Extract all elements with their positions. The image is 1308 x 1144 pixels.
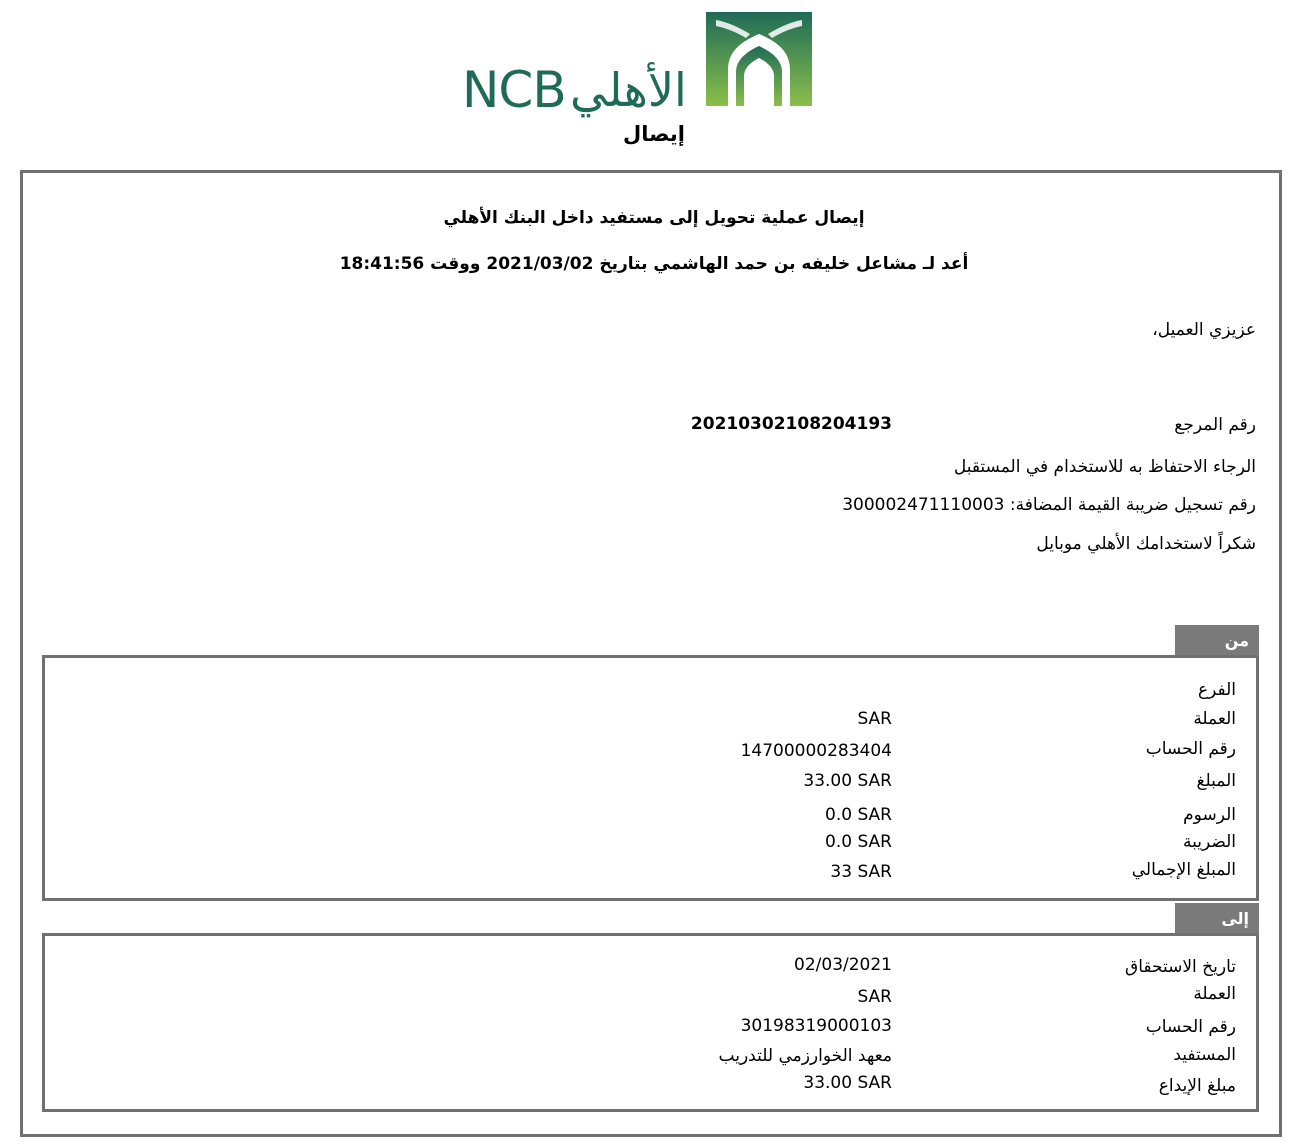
- to-due-date-value: 02/03/2021: [794, 955, 892, 975]
- logo-brand-en: NCB: [462, 61, 566, 119]
- receipt-heading: إيصال عملية تحويل إلى مستفيد داخل البنك الأهلي: [443, 208, 865, 228]
- from-fees-label: الرسوم: [1183, 805, 1236, 825]
- from-currency-label: العملة: [1193, 709, 1236, 729]
- thanks-line: شكراً لاستخدامك الأهلي موبايل: [1036, 534, 1256, 554]
- to-due-date-label: تاريخ الاستحقاق: [1125, 957, 1236, 977]
- from-tax-label: الضريبة: [1182, 832, 1236, 852]
- from-fees-value: 0.0 SAR: [825, 805, 892, 825]
- from-account-value: 14700000283404: [740, 741, 892, 761]
- from-amount-value: 33.00 SAR: [803, 771, 892, 791]
- reference-value: 20210302108204193: [690, 414, 892, 434]
- vat-line: رقم تسجيل ضريبة القيمة المضافة: 300002471110003: [842, 495, 1256, 515]
- keep-note: الرجاء الاحتفاظ به للاستخدام في المستقبل: [953, 457, 1256, 477]
- to-account-label: رقم الحساب: [1145, 1017, 1236, 1037]
- to-beneficiary-label: المستفيد: [1173, 1045, 1236, 1065]
- from-total-label: المبلغ الإجمالي: [1131, 860, 1236, 880]
- from-branch-label: الفرع: [1197, 680, 1236, 700]
- logo-brand-ar: الأهلي: [570, 63, 687, 117]
- to-beneficiary-value: معهد الخوارزمي للتدريب: [718, 1046, 892, 1066]
- from-currency-value: SAR: [857, 709, 892, 729]
- to-deposit-amount-label: مبلغ الإيداع: [1158, 1076, 1236, 1096]
- from-tax-value: 0.0 SAR: [825, 832, 892, 852]
- reference-label: رقم المرجع: [1174, 415, 1256, 435]
- to-account-value: 30198319000103: [740, 1016, 892, 1036]
- from-account-label: رقم الحساب: [1145, 739, 1236, 759]
- to-section-box: [42, 933, 1259, 1112]
- prepared-for-line: أعد لـ مشاعل خليفه بن حمد الهاشمي بتاريخ 2021/03/02 ووقت 18:41:56: [339, 254, 969, 274]
- from-section-tab: من: [1175, 625, 1259, 655]
- ncb-logo: [462, 12, 814, 119]
- from-section-box: [42, 655, 1259, 901]
- from-amount-label: المبلغ: [1196, 771, 1236, 791]
- ncb-arch-emblem-icon: [706, 12, 812, 106]
- to-deposit-amount-value: 33.00 SAR: [803, 1073, 892, 1093]
- to-section-tab: إلى: [1175, 903, 1259, 933]
- to-currency-value: SAR: [857, 987, 892, 1007]
- page-title: إيصال: [623, 122, 685, 146]
- from-total-value: 33 SAR: [830, 862, 892, 882]
- to-currency-label: العملة: [1193, 984, 1236, 1004]
- greeting: عزيزي العميل،: [1152, 320, 1256, 340]
